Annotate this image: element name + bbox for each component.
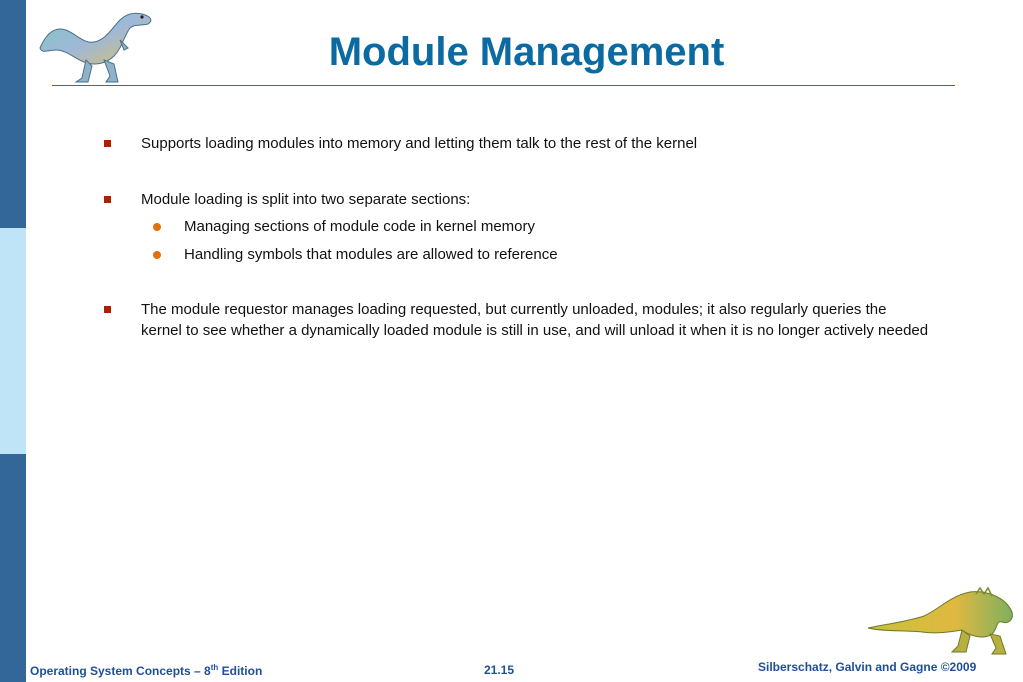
sub-bullet-text: Managing sections of module code in kernel memory [184,218,536,235]
footer-copyright: Silberschatz, Galvin and Gagne ©2009 [758,660,977,674]
bullet-text: Supports loading modules into memory and letting them talk to the rest of the kernel [141,135,698,152]
bullet-text: Module loading is split into two separate sections: [141,191,471,208]
footer-book-sup: th [210,663,219,672]
footer-book-title [30,663,262,678]
side-band-bottom [0,454,26,682]
footer-page-number: 21.15 [484,663,515,677]
title-divider [52,85,955,86]
dinosaur-logo-icon [866,584,1016,658]
sub-bullet-text: Handling symbols that modules are allowed to reference [184,246,558,263]
bullet-square-icon [104,306,111,313]
footer-book-prefix: Operating System Concepts – 8 [30,664,211,678]
footer-book-suffix: Edition [218,664,263,678]
bullet-dot-icon [153,251,161,259]
slide-title: Module Management [328,30,725,74]
side-band-middle [0,228,26,454]
bullet-dot-icon [153,223,161,231]
bullet-square-icon [104,196,111,203]
bullet-text: The module requestor manages loading requested, but currently unloaded, modules; it also regularly queries the kernel to see whether a dynamically loaded module is still in use, and will unload it when it is no longer actively needed [141,301,929,339]
bullet-square-icon [104,140,111,147]
